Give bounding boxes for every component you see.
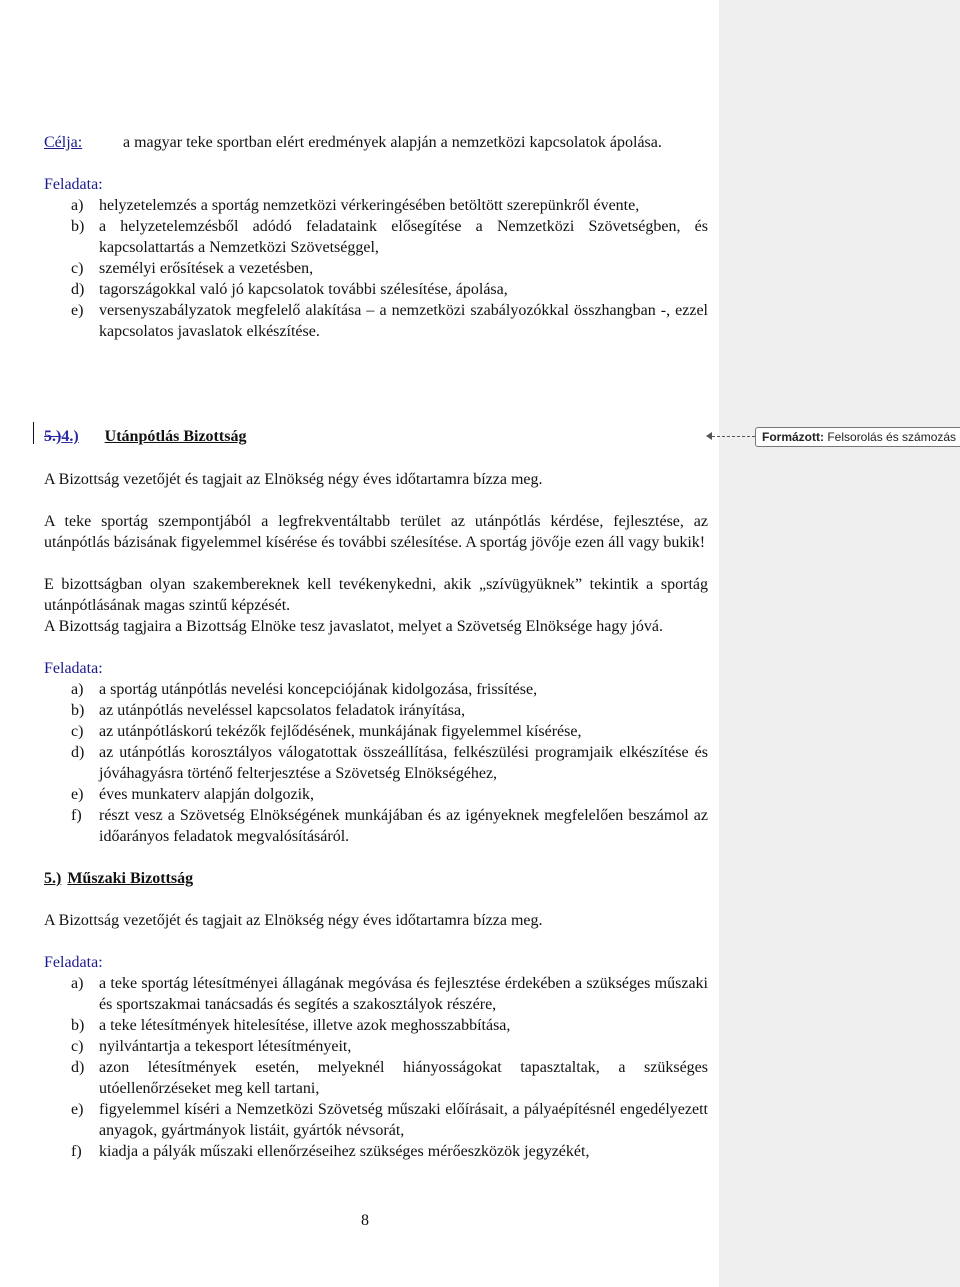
feladata-label-section5: Feladata: [44, 954, 103, 971]
list-item [44, 1057, 708, 1099]
list-item-text: a teke sportág létesítményei állagának megóvása és fejlesztése érdekében a szükséges műszaki és sportszakmai tanácsadás és segítés a szakosztályok részére, [99, 975, 708, 1013]
list-item-text: az utánpótlás neveléssel kapcsolatos feladatok irányítása, [99, 702, 466, 719]
list-item-marker: a) [71, 975, 84, 992]
list-item-marker: a) [71, 197, 84, 214]
list-item-marker: d) [71, 281, 85, 298]
list-item-marker: b) [71, 218, 85, 235]
list-item [44, 216, 708, 258]
list-item-marker: d) [71, 1059, 85, 1076]
list-item-text: a sportág utánpótlás nevelési koncepciójának kidolgozása, frissítése, [99, 681, 538, 698]
list-item-text: versenyszabályzatok megfelelő alakítása – a nemzetközi szabályozókkal összhangban -, ezzel kapcsolatos javaslatok elkészítése. [99, 302, 708, 340]
list-item-marker: d) [71, 744, 85, 761]
section4-intro: A Bizottság vezetőjét és tagjait az Elnökség négy éves időtartamra bízza meg. [44, 471, 543, 488]
list-item-marker: f) [71, 807, 82, 824]
list-item-marker: e) [71, 1101, 84, 1118]
comment-connector-line [712, 436, 755, 437]
list-item-text: a teke létesítmények hitelesítése, illetve azok meghosszabbítása, [99, 1017, 511, 1034]
comment-text: Felsorolás és számozás [827, 430, 957, 444]
task-list-top [44, 195, 708, 342]
section4-deleted-number: 5.) [44, 428, 62, 445]
list-item-text: az utánpótlás korosztályos válogatottak összeállítása, felkészülési programjaik elkészítése és jóváhagyásra történő felterjesztése a Szövetség Elnökségéhez, [99, 744, 708, 782]
list-item-text: tagországokkal való jó kapcsolatok további szélesítése, ápolása, [99, 281, 508, 298]
list-item-marker: f) [71, 1143, 82, 1160]
section5-intro: A Bizottság vezetőjét és tagjait az Elnökség négy éves időtartamra bízza meg. [44, 912, 543, 929]
list-item [44, 721, 708, 742]
list-item [44, 1141, 708, 1162]
list-item [44, 279, 708, 300]
list-item-marker: a) [71, 681, 84, 698]
list-item-marker: b) [71, 1017, 85, 1034]
task-list-section4 [44, 679, 708, 847]
section5-title: Műszaki Bizottság [67, 870, 194, 887]
list-item-text: helyzetelemzés a sportág nemzetközi vérkeringésében betöltött szerepünkről évente, [99, 197, 640, 214]
list-item-marker: e) [71, 302, 84, 319]
list-item [44, 784, 708, 805]
list-item-marker: c) [71, 723, 84, 740]
list-item-text: kiadja a pályák műszaki ellenőrzéseihez szükséges mérőeszközök jegyzékét, [99, 1143, 590, 1160]
list-item-marker: e) [71, 786, 84, 803]
list-item-text: figyelemmel kíséri a Nemzetközi Szövetség műszaki előírásait, a pályaépítésnél engedélyezett anyagok, gyártmányok listáit, gyártók névsorát, [99, 1101, 708, 1139]
celja-label [44, 132, 124, 153]
list-item [44, 700, 708, 721]
revision-margin-pane [719, 0, 960, 1287]
celja-text: a magyar teke sportban elért eredmények alapján a nemzetközi kapcsolatok ápolása. [123, 134, 662, 151]
feladata-label-section4: Feladata: [44, 660, 103, 677]
comment-label: Formázott: [762, 430, 824, 444]
task-list-section5 [44, 973, 708, 1162]
list-item-marker: c) [71, 1038, 84, 1055]
section4-title: Utánpótlás Bizottság [104, 428, 247, 445]
list-item [44, 742, 708, 784]
list-item [44, 300, 708, 342]
section4-number: 4.) [61, 428, 79, 445]
list-item-text: nyilvántartja a tekesport létesítményeit, [99, 1038, 352, 1055]
list-item [44, 258, 708, 279]
list-item [44, 1015, 708, 1036]
list-item-text: személyi erősítések a vezetésben, [99, 260, 314, 277]
feladata-label-top: Feladata: [44, 176, 103, 193]
page-number: 8 [361, 1212, 369, 1229]
list-item [44, 805, 708, 847]
section4-paragraph-2: E bizottságban olyan szakembereknek kell tevékenykedni, akik „szívügyüknek” tekintik a sportág utánpótlásának magas szintű képzését. [44, 576, 708, 614]
list-item-marker: b) [71, 702, 85, 719]
list-item-text: részt vesz a Szövetség Elnökségének munkájában és az igényeknek megfelelően beszámol az időarányos feladatok megvalósításáról. [99, 807, 708, 845]
list-item-text: éves munkaterv alapján dolgozik, [99, 786, 315, 803]
list-item [44, 195, 708, 216]
section4-heading [44, 426, 246, 447]
list-item [44, 973, 708, 1015]
celja-label-text: Célja: [44, 134, 83, 151]
formatting-comment-balloon[interactable] [755, 427, 960, 447]
list-item-text: azon létesítmények esetén, melyeknél hiányosságokat tapasztaltak, a szükséges utóellenőrzéseket meg kell tartani, [99, 1059, 708, 1097]
list-item-marker: c) [71, 260, 84, 277]
section4-paragraph-3: A Bizottság tagjaira a Bizottság Elnöke tesz javaslatot, melyet a Szövetség Elnöksége hagy jóvá. [44, 618, 663, 635]
section5-heading [44, 868, 193, 889]
section5-number: 5.) [44, 870, 62, 887]
section4-paragraph-1: A teke sportág szempontjából a legfrekventáltabb terület az utánpótlás kérdése, fejlesztése, az utánpótlás bázisának figyelemmel kísérése és további szélesítése. A sportág jövője ezen áll vagy bukik! [44, 513, 708, 551]
change-bar [33, 422, 34, 444]
list-item-text: a helyzetelemzésből adódó feladataink elősegítése a Nemzetközi Szövetségben, és kapcsolattartás a Nemzetközi Szövetséggel, [99, 218, 708, 256]
list-item [44, 1099, 708, 1141]
list-item [44, 1036, 708, 1057]
list-item-text: az utánpótláskorú tekézők fejlődésének, munkájának figyelemmel kísérése, [99, 723, 582, 740]
list-item [44, 679, 708, 700]
